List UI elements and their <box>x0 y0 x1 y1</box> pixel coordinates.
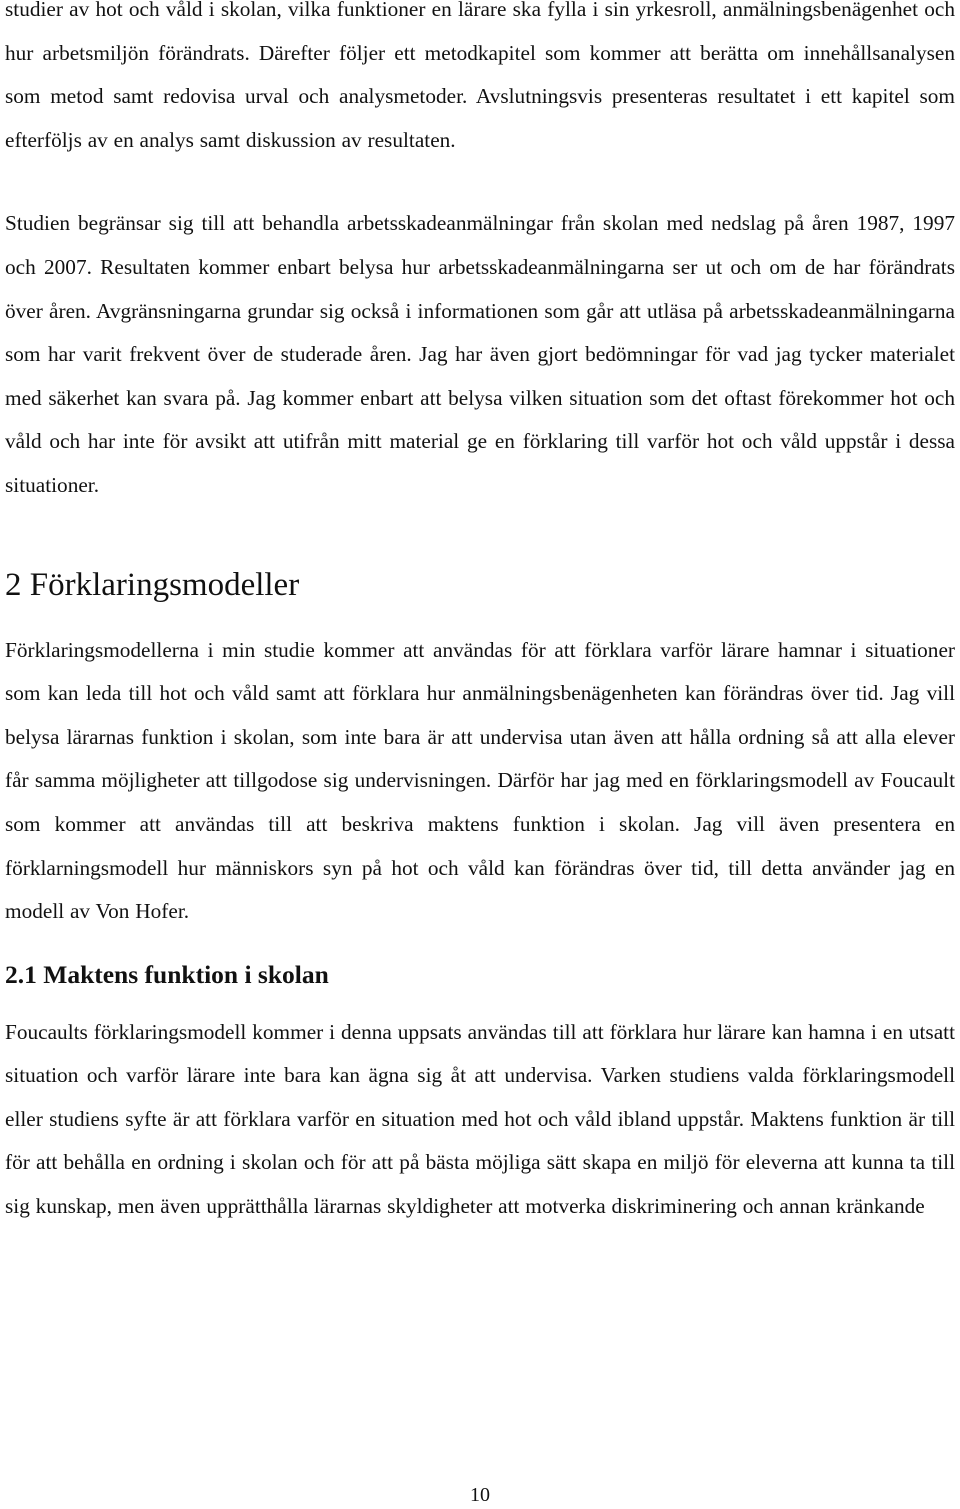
paragraph-scope: Studien begränsar sig till att behandla arbetsskadeanmälningar från skolan med nedslag på åren 1987, 1997 och 2007. Resultaten kommer enbart belysa hur arbetsskadeanmälningarna ser ut och om de har förändrats över åren. Avgränsningarna grundar sig också i informationen som går att utläsa på arbetsskadeanmälningarna som har varit frekvent över de studerade åren. Jag har även gjort bedömningar för vad jag tycker materialet med säkerhet kan svara på. Jag kommer enbart att belysa vilken situation som det oftast förekommer hot och våld och har inte för avsikt att utifrån mitt material ge en förklaring till varför hot och våld uppstår i dessa situationer. <box>5 211 955 497</box>
paragraph-intro-continuation: studier av hot och våld i skolan, vilka funktioner en lärare ska fylla i sin yrkesroll, anmälningsbenägenhet och hur arbetsmiljön förändrats. Därefter följer ett metodkapitel som kommer att berätta om innehållsanalysen som metod samt redovisa urval och analysmetoder. Avslutningsvis presenteras resultatet i ett kapitel som efterföljs av en analys samt diskussion av resultaten. <box>5 0 955 152</box>
section-heading-2: 2 Förklaringsmodeller <box>5 566 300 603</box>
paragraph-section-2-1: Foucaults förklaringsmodell kommer i denna uppsats användas till att förklara hur lärare kan hamna i en utsatt situation och varför lärare inte bara kan ägna sig åt att undervisa. Varken studiens valda förklaringsmodell eller studiens syfte är att förklara varför en situation med hot och våld ibland uppstår. Maktens funktion är till för att behålla en ordning i skolan och för att på bästa möjliga sätt skapa en miljö för eleverna att kunna ta till sig kunskap, men även upprätthålla lärarnas skyldigheter att motverka diskriminering och annan kränkande <box>5 1019 955 1219</box>
paragraph-section-2: Förklaringsmodellerna i min studie kommer att användas för att förklara varför lärare hamnar i situationer som kan leda till hot och våld samt att förklara hur anmälningsbenägenheten kan förändras över tid. Jag vill belysa lärarnas funktion i skolan, som inte bara är att undervisa utan även att hålla ordning så att alla elever får samma möjligheter att tillgodose sig undervisningen. Därför har jag med en förklaringsmodell av Foucault som kommer att användas till att beskriva maktens funktion i skolan. Jag vill även presentera en förklarningsmodell hur människors syn på hot och våld kan förändras över tid, till detta använder jag en modell av Von Hofer. <box>5 637 955 924</box>
document-page <box>5 0 955 1229</box>
section-heading-2-1: 2.1 Maktens funktion i skolan <box>5 959 329 989</box>
page-number: 10 <box>470 1484 490 1506</box>
